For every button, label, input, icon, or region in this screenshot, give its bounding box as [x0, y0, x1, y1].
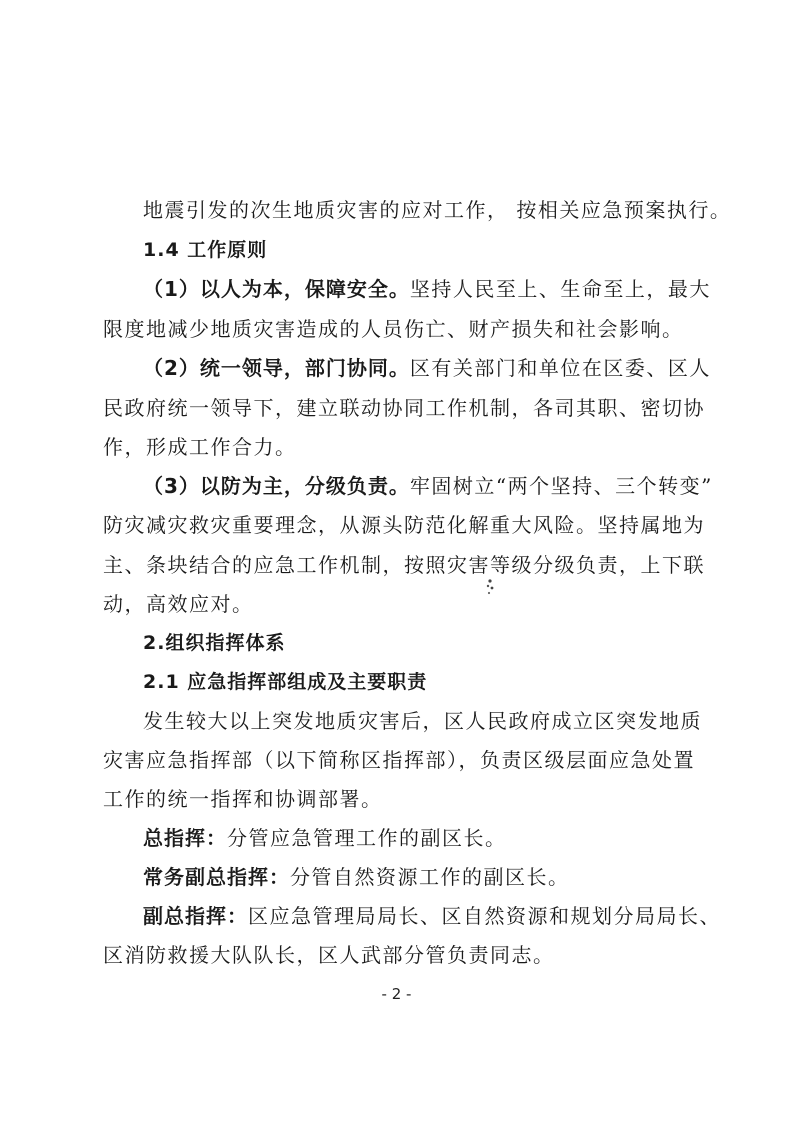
executive-deputy-line — [143, 863, 570, 891]
section-2-1-heading: 2.1 应急指挥部组成及主要职责 — [143, 671, 428, 693]
page-number: - 2 - — [381, 985, 412, 1003]
principle-2-line-3: 作，形成工作合力。 — [103, 435, 297, 459]
principle-1-line-1 — [143, 275, 711, 303]
principle-3-line-1 — [143, 472, 713, 500]
principle-2-line-1 — [143, 354, 711, 382]
executive-deputy-text: 分管自然资源工作的副区长。 — [290, 865, 570, 889]
intro-line: 地震引发的次生地质灾害的应对工作， 按相关应急预案执行。 — [143, 198, 732, 222]
deputy-line-1 — [143, 902, 721, 930]
section-2-1-line-1: 发生较大以上突发地质灾害后，区人民政府成立区突发地质 — [143, 709, 702, 733]
commander-line — [143, 824, 507, 852]
principle-3-line-2: 防灾减灾救灾重要理念，从源头防范化解重大风险。坚持属地为 — [103, 513, 705, 537]
section-2-heading: 2.组织指挥体系 — [143, 632, 286, 654]
section-2-1-line-3: 工作的统一指挥和协调部署。 — [103, 787, 383, 811]
principle-3-label: （3）以防为主，分级负责。 — [143, 474, 410, 498]
principle-3-text: 牢固树立“两个坚持、三个转变” — [409, 474, 713, 498]
deputy-label: 副总指挥： — [143, 904, 248, 928]
principle-1-label: （1）以人为本，保障安全。 — [143, 277, 410, 301]
section-2-1-line-2: 灾害应急指挥部（以下简称区指挥部），负责区级层面应急处置 — [103, 748, 695, 772]
principle-1-text: 坚持人民至上、生命至上，最大 — [409, 277, 711, 301]
principle-2-label: （2）统一领导，部门协同。 — [143, 356, 410, 380]
deputy-line-2: 区消防救援大队队长，区人武部分管负责同志。 — [103, 943, 555, 967]
section-1-4-heading: 1.4 工作原则 — [143, 239, 268, 261]
commander-text: 分管应急管理工作的副区长。 — [227, 826, 507, 850]
principle-3-line-4: 动，高效应对。 — [103, 592, 254, 616]
scan-speck — [484, 578, 496, 596]
principle-2-line-2: 民政府统一领导下，建立联动协同工作机制，各司其职、密切协 — [103, 396, 705, 420]
executive-deputy-label: 常务副总指挥： — [143, 865, 290, 889]
principle-1-line-2: 限度地减少地质灾害造成的人员伤亡、财产损失和社会影响。 — [103, 317, 684, 341]
deputy-text: 区应急管理局局长、区自然资源和规划分局局长、 — [248, 904, 721, 928]
principle-3-line-3: 主、条块结合的应急工作机制，按照灾害等级分级负责，上下联 — [103, 553, 705, 577]
commander-label: 总指挥： — [143, 826, 227, 850]
principle-2-text: 区有关部门和单位在区委、区人 — [409, 356, 711, 380]
